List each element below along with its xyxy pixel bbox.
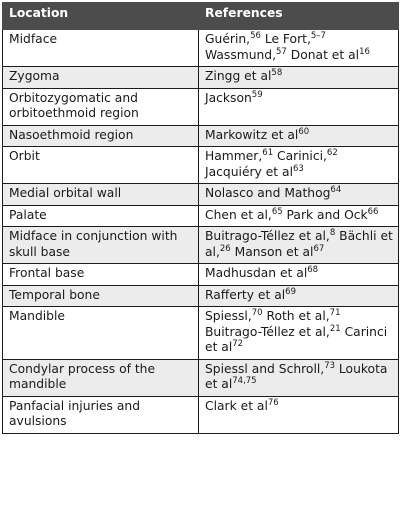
location-cell: Orbitozygomatic and orbitoethmoid region <box>3 88 199 125</box>
reference-text: Hammer, <box>205 149 263 163</box>
table-row <box>3 264 399 286</box>
references-cell <box>199 184 399 206</box>
references-cell <box>199 285 399 307</box>
references-cell <box>199 30 399 67</box>
location-cell: Frontal base <box>3 264 199 286</box>
reference-text: Park and Ock <box>282 207 368 222</box>
location-cell: Nasoethmoid region <box>3 125 199 147</box>
reference-text: Nolasco and Mathog <box>205 186 331 200</box>
reference-number: 57 <box>276 46 287 57</box>
table-row <box>3 227 399 264</box>
reference-number: 60 <box>298 126 310 137</box>
reference-text: Clark et al <box>205 398 268 413</box>
references-cell <box>199 205 399 227</box>
reference-text: Chen et al, <box>205 207 272 222</box>
location-cell: Palate <box>3 205 199 227</box>
references-cell <box>199 359 399 396</box>
reference-text: Buitrago-Téllez et al, <box>205 229 330 243</box>
reference-text: Markowitz et al <box>205 127 299 142</box>
references-cell <box>199 264 399 286</box>
table-body <box>3 30 399 434</box>
reference-number: 8 <box>329 228 336 238</box>
reference-text: Manson et al <box>230 244 314 259</box>
location-cell: Mandible <box>3 307 199 360</box>
references-cell <box>199 125 399 147</box>
location-cell: Panfacial injuries and avulsions <box>3 396 199 433</box>
references-cell <box>199 307 399 360</box>
reference-text: Zingg et al <box>205 69 272 83</box>
location-cell: Orbit <box>3 147 199 184</box>
reference-number: 56 <box>250 31 261 41</box>
table-row <box>3 396 399 433</box>
reference-text: Madhusdan et al <box>205 266 308 280</box>
reference-number: 5–7 <box>310 31 326 41</box>
table-row <box>3 67 399 89</box>
location-cell: Midface in conjunction with skull base <box>3 227 199 264</box>
table-row <box>3 184 399 206</box>
reference-number: 64 <box>330 185 342 195</box>
reference-number: 71 <box>329 308 341 318</box>
reference-number: 62 <box>326 148 338 158</box>
table-row <box>3 88 399 125</box>
references-cell <box>199 67 399 89</box>
reference-number: 65 <box>271 206 283 217</box>
location-cell: Medial orbital wall <box>3 184 199 206</box>
reference-text: Carinici, <box>273 149 327 163</box>
table-row <box>3 30 399 67</box>
reference-number: 68 <box>307 265 319 275</box>
reference-number: 16 <box>359 46 370 57</box>
reference-text: Bächli et al, <box>205 229 393 259</box>
references-cell <box>199 396 399 433</box>
reference-number: 58 <box>271 68 283 78</box>
header-references: References <box>199 3 399 30</box>
table-row <box>3 125 399 147</box>
references-table <box>2 2 399 434</box>
reference-number: 66 <box>367 206 379 217</box>
reference-text: Buitrago-Téllez et al, <box>205 324 330 339</box>
reference-number: 74,75 <box>232 376 257 386</box>
table-row <box>3 285 399 307</box>
reference-text: Roth et al, <box>262 309 330 323</box>
table-row <box>3 307 399 360</box>
references-cell <box>199 227 399 264</box>
reference-text: Guérin, <box>205 32 251 46</box>
reference-text: Loukota et al <box>205 361 388 391</box>
references-cell <box>199 147 399 184</box>
reference-text: Spiessl and Schroll, <box>205 361 325 376</box>
location-cell: Midface <box>3 30 199 67</box>
table-row <box>3 147 399 184</box>
references-cell <box>199 88 399 125</box>
reference-text: Wassmund, <box>205 47 277 62</box>
reference-number: 63 <box>293 163 304 174</box>
reference-number: 69 <box>285 286 296 297</box>
reference-number: 26 <box>219 243 231 254</box>
reference-text: Spiessl, <box>205 309 252 323</box>
table-row <box>3 205 399 227</box>
location-cell: Condylar process of the mandible <box>3 359 199 396</box>
reference-number: 21 <box>329 323 341 334</box>
reference-text: Carinci et al <box>205 324 388 354</box>
reference-text: Le Fort, <box>260 32 311 46</box>
header-location: Location <box>3 3 199 30</box>
reference-number: 72 <box>232 339 244 349</box>
reference-text: Rafferty et al <box>205 287 286 302</box>
reference-number: 61 <box>262 148 274 158</box>
table-header-row <box>3 3 399 30</box>
reference-number: 67 <box>313 243 325 254</box>
reference-text: Jackson <box>205 90 252 105</box>
reference-number: 59 <box>251 89 263 100</box>
reference-number: 73 <box>324 360 336 371</box>
reference-number: 76 <box>267 397 279 408</box>
location-cell: Zygoma <box>3 67 199 89</box>
reference-text: Jacquiéry et al <box>205 164 293 179</box>
reference-text: Donat et al <box>286 47 360 62</box>
reference-number: 70 <box>251 308 263 318</box>
table-row <box>3 359 399 396</box>
location-cell: Temporal bone <box>3 285 199 307</box>
